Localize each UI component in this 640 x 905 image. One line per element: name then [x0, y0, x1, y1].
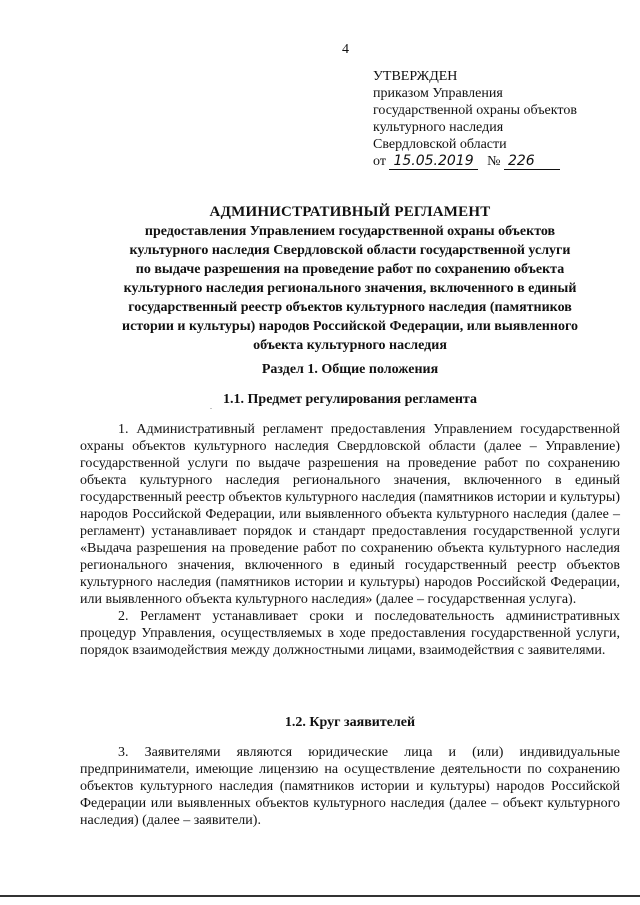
- date-value: 15.05.2019: [389, 154, 477, 170]
- subsection-heading-2: 1.2. Круг заявителей: [284, 715, 416, 730]
- subtitle-line: объекта культурного наследия: [253, 338, 447, 353]
- document-title: АДМИНИСТРАТИВНЫЙ РЕГЛАМЕНТ: [209, 204, 491, 220]
- document-title-block: [80, 204, 620, 355]
- subtitle-line: по выдаче разрешения на проведение работ по сохранению объекта: [135, 262, 565, 277]
- section-body-2: [80, 744, 620, 829]
- date-prefix: от: [373, 154, 386, 169]
- approval-title: УТВЕРЖДЕН: [373, 69, 458, 84]
- paragraph-3: 3. Заявителями являются юридические лица и (или) индивидуальные предприниматели, имеющие лицензию на осуществление деятельности по сохранению объектов культурного наследия (памятников истории и культуры) народов Российской Федерации или выявленных объектов культурного наследия (далее – объект культурного наследия) (далее – заявители).: [80, 745, 620, 828]
- approval-date-line: [373, 153, 577, 170]
- section-heading: Раздел 1. Общие положения: [261, 362, 439, 377]
- subtitle-line: государственный реестр объектов культурного наследия (памятников: [128, 300, 572, 315]
- approval-stamp: [373, 68, 577, 170]
- section-body-1: [80, 421, 620, 659]
- approval-line-2: государственной охраны объектов: [373, 103, 577, 118]
- subtitle-line: культурного наследия регионального значения, включенного в единый: [123, 281, 577, 296]
- scan-edge-line: [0, 895, 640, 897]
- subtitle-line: предоставления Управлением государственной охраны объектов: [144, 224, 556, 239]
- paragraph-2: 2. Регламент устанавливает сроки и последовательность административных процедур Управления, осуществляемых в ходе предоставления государственной услуги, порядок взаимодействия между должностными лицами, взаимодействия с заявителями.: [80, 609, 620, 658]
- page-number: 4: [342, 42, 349, 57]
- number-label: №: [487, 154, 501, 169]
- approval-line-4: Свердловской области: [373, 137, 507, 152]
- subsection-heading: 1.1. Предмет регулирования регламента: [223, 392, 477, 407]
- paragraph-1: 1. Административный регламент предоставления Управлением государственной охраны объектов культурного наследия Свердловской области (далее – Управление) государственной услуги по выдаче разрешения на проведение работ по сохранению объекта культурного наследия регионального значения, включенного в единый государственный реестр объектов культурного наследия (памятников истории и культуры) народов Российской Федерации, или выявленного объекта культурного наследия (далее – регламент) устанавливает порядок и стандарт предоставления государственной услуги «Выдача разрешения на проведение работ по сохранению объекта культурного наследия регионального значения, включенного в единый государственный реестр объектов культурного наследия (памятников истории и культуры) народов Российской Федерации, или выявленного объекта культурного наследия» (далее – государственная услуга).: [80, 422, 620, 607]
- subtitle-line: истории и культуры) народов Российской Федерации, или выявленного: [122, 319, 578, 334]
- approval-line-3: культурного наследия: [373, 120, 504, 135]
- number-value: 226: [504, 154, 560, 170]
- subtitle-line: культурного наследия Свердловской области государственной услуги: [129, 243, 571, 258]
- document-subtitle: [80, 222, 620, 355]
- approval-line-1: приказом Управления: [373, 86, 503, 101]
